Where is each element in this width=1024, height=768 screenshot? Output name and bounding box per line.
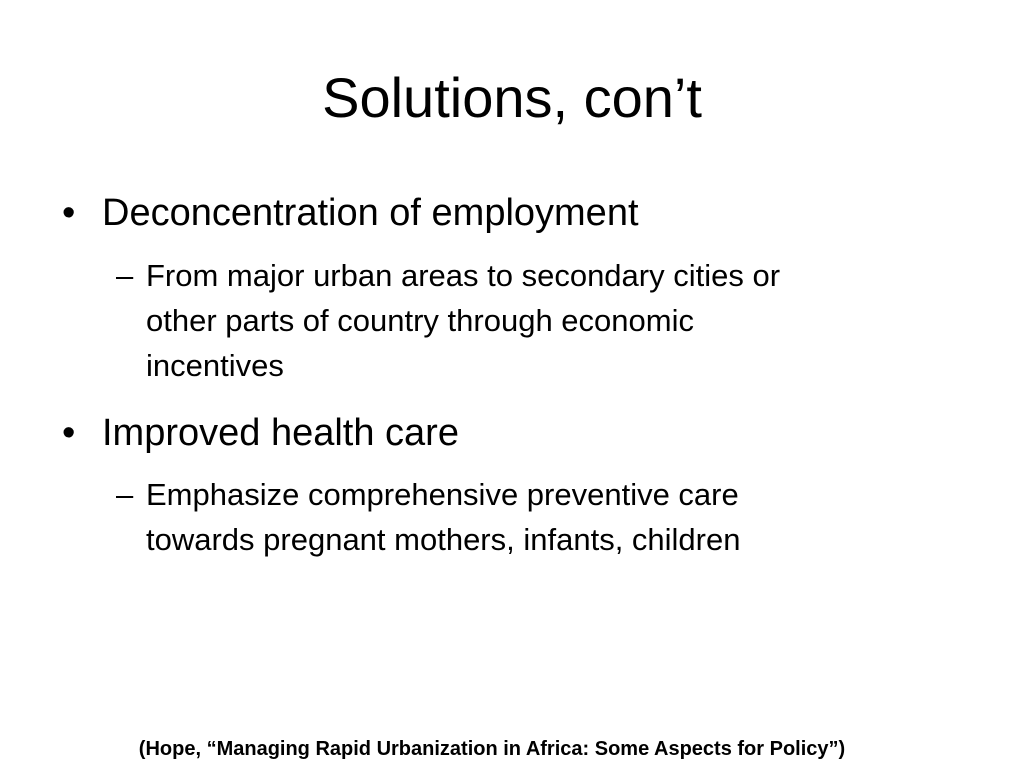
sub-bullet-line: incentives (146, 348, 284, 383)
bullet-icon: • (62, 192, 76, 234)
sub-bullet-deconcentration (116, 253, 976, 388)
sub-bullet-line: Emphasize comprehensive preventive care (146, 477, 739, 512)
slide-title: Solutions, con’t (322, 66, 702, 129)
bullet-text: Deconcentration of employment (102, 192, 639, 234)
dash-icon: – (116, 477, 134, 512)
dash-icon: – (116, 258, 134, 293)
bullet-icon: • (62, 412, 76, 454)
sub-bullet-line: other parts of country through economic (146, 303, 694, 338)
bullet-item-deconcentration (62, 190, 982, 236)
bullet-item-health-care (62, 410, 982, 456)
sub-bullet-health-care (116, 472, 976, 562)
sub-bullet-line: From major urban areas to secondary cities or (146, 258, 781, 293)
bullet-text: Improved health care (102, 412, 459, 454)
sub-bullet-line: towards pregnant mothers, infants, children (146, 522, 741, 557)
citation: (Hope, “Managing Rapid Urbanization in Africa: Some Aspects for Policy”) (138, 738, 846, 760)
